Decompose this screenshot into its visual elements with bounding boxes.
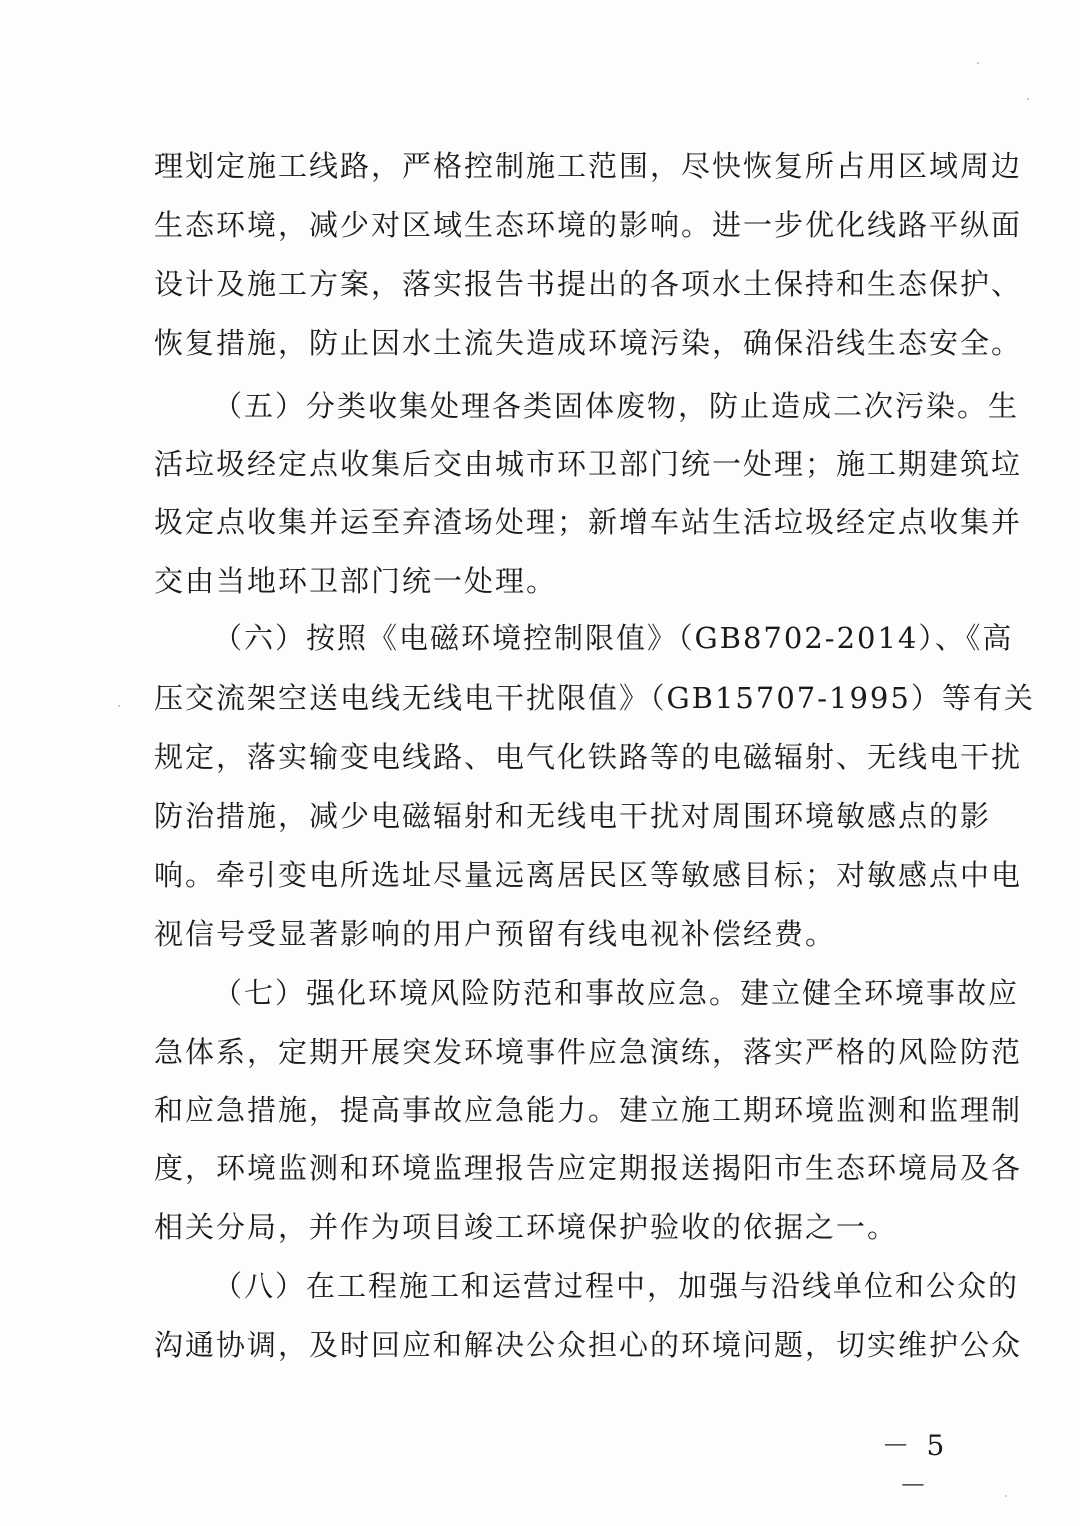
text-line: 生态环境，减少对区域生态环境的影响。进一步优化线路平纵面 [154,208,1023,242]
text-line: 设计及施工方案，落实报告书提出的各项水土保持和生态保护、 [154,267,1023,301]
page-number: － 5 － [881,1429,949,1502]
text-line: 压交流架空送电线无线电干扰限值》（GB15707-1995）等有关 [154,681,1035,715]
paragraph-8-first-line: （八）在工程施工和运营过程中，加强与沿线单位和公众的 [213,1269,1020,1303]
scan-speck [118,705,120,707]
scan-speck [1027,98,1029,100]
text-line: 沟通协调，及时回应和解决公众担心的环境问题，切实维护公众 [154,1328,1023,1362]
text-line: 响。牵引变电所选址尽量远离居民区等敏感目标；对敏感点中电 [154,858,1023,892]
text-line: 理划定施工线路，严格控制施工范围，尽快恢复所占用区域周边 [154,149,1023,183]
text-line: 交由当地环卫部门统一处理。 [154,564,558,598]
text-line: 圾定点收集并运至弃渣场处理；新增车站生活垃圾经定点收集并 [154,505,1023,539]
scan-speck [977,62,979,64]
text-line: 规定，落实输变电线路、电气化铁路等的电磁辐射、无线电干扰 [154,740,1023,774]
paragraph-5-first-line: （五）分类收集处理各类固体废物，防止造成二次污染。生 [213,389,1020,423]
text-line: 活垃圾经定点收集后交由城市环卫部门统一处理；施工期建筑垃 [154,447,1023,481]
text-line: 相关分局，并作为项目竣工环境保护验收的依据之一。 [154,1210,899,1244]
text-line: 和应急措施，提高事故应急能力。建立施工期环境监测和监理制 [154,1093,1023,1127]
text-line: 急体系，定期开展突发环境事件应急演练，落实严格的风险防范 [154,1035,1023,1069]
scan-speck [1005,1495,1007,1497]
paragraph-7-first-line: （七）强化环境风险防范和事故应急。建立健全环境事故应 [213,976,1020,1010]
text-line: 视信号受显著影响的用户预留有线电视补偿经费。 [154,917,837,951]
text-line: 度，环境监测和环境监理报告应定期报送揭阳市生态环境局及各 [154,1151,1023,1185]
paragraph-6-first-line: （六）按照《电磁环境控制限值》（GB8702-2014）、《高 [213,621,1014,655]
text-line: 防治措施，减少电磁辐射和无线电干扰对周围环境敏感点的影 [154,799,992,833]
text-line: 恢复措施，防止因水土流失造成环境污染，确保沿线生态安全。 [154,326,1023,360]
